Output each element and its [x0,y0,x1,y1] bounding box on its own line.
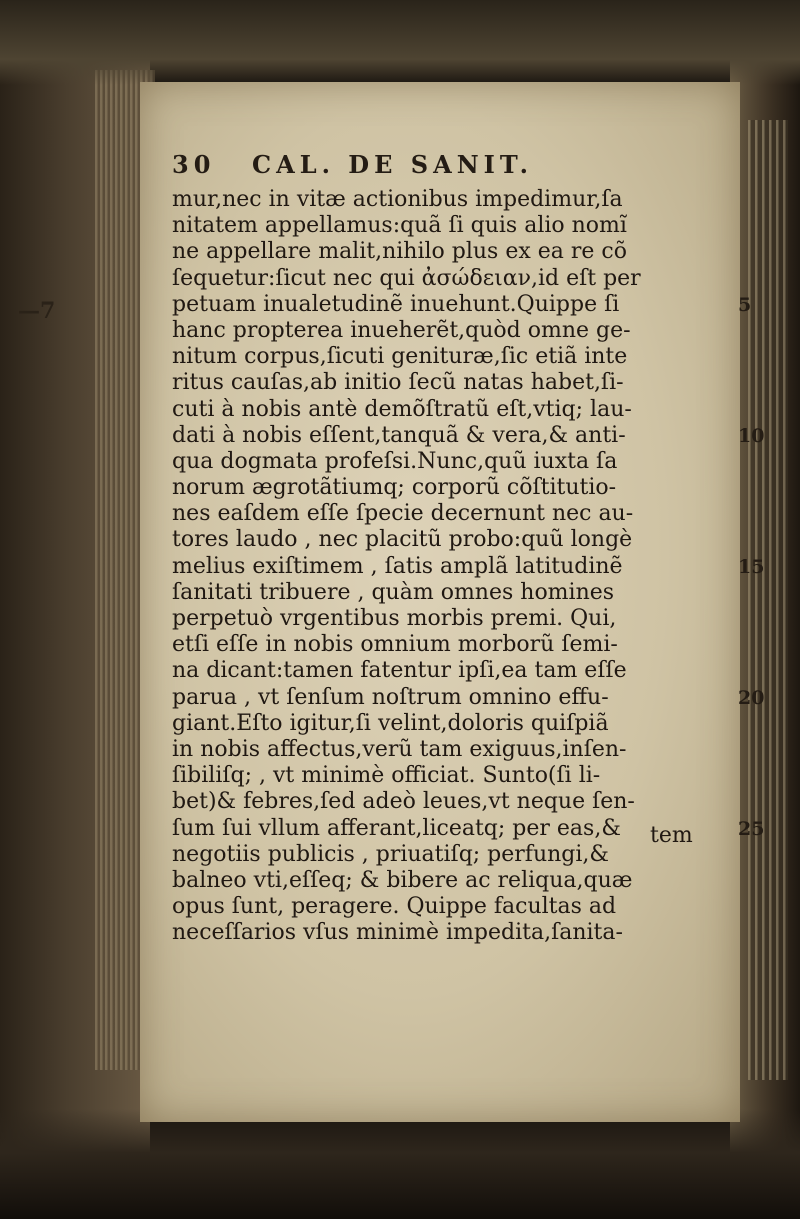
line-number-25: 25 [738,818,765,840]
text-line: melius exiſtimem , ſatis amplã latitudinẽ [172,553,623,579]
line-number-15: 15 [738,556,765,578]
line-number-10: 10 [738,425,765,447]
text-line: hanc propterea inueherẽt,quòd omne ge- [172,317,631,343]
top-shadow [0,0,800,85]
text-line: balneo vti,eſſeq; & bibere ac reliqua,quæ [172,867,633,893]
text-line: opus ſunt, peragere. Quippe facultas ad [172,894,617,920]
body-text [172,187,732,946]
text-line: nes eaſdem eſſe ſpecie decernunt nec au- [172,501,634,527]
text-line: bet)& febres,ſed adeò leues,vt neque ſen- [172,789,635,815]
text-line: perpetuò vrgentibus morbis premi. Qui, [172,606,617,631]
page-number: 30 [172,150,216,179]
text-line: nitum corpus,ſicuti genituræ,ſic etiã inte [172,344,628,370]
page-header [172,150,732,184]
text-line: ſequetur:ſicut nec qui ἀσώδειαν,id eſt per [172,265,641,291]
text-line: negotiis publicis , priuatiſq; perfungi,& [172,841,609,867]
bottom-shadow [0,1109,800,1219]
text-line: ne appellare malit,nihilo plus ex ea re cõ [172,239,627,265]
text-line: petuam inualetudinẽ inuehunt.Quippe ſi [172,291,620,317]
running-head: CAL. DE SANIT. [252,150,534,179]
text-line: cuti à nobis antè demõſtratũ eſt,vtiq; lau- [172,396,632,422]
line-number-20: 20 [738,687,765,709]
text-line: ſibiliſq; , vt minimè officiat. Sunto(ſi li- [172,763,601,789]
text-line: mur,nec in vitæ actionibus impedimur,ſa [172,187,623,212]
catchword: tem [650,823,693,848]
line-number-5: 5 [738,294,752,316]
text-line: na dicant:tamen fatentur ipſi,ea tam eſſe [172,658,627,684]
page-edges-right [748,120,788,1080]
text-line: ſum ſui vllum afferant,liceatq; per eas,& [172,815,621,841]
text-line: neceſſarios vſus minimè impedita,ſanita- [172,920,623,946]
text-line: qua dogmata profeſsi.Nunc,quũ iuxta ſa [172,448,618,474]
text-line: etſi eſſe in nobis omnium morborũ ſemi- [172,632,618,658]
text-line: norum ægrotãtiumq; corporũ cõſtitutio- [172,475,617,501]
text-line: dati à nobis eſſent,tanquã & vera,& anti- [172,422,626,448]
text-line: tores laudo , nec placitũ probo:quũ longè [172,527,633,553]
margin-mark: —7 [18,298,56,324]
text-line: giant.Eſto igitur,ſi velint,doloris quiſpiã [172,710,609,736]
text-line: ritus cauſas,ab initio ſecũ natas habet,ſi- [172,370,624,396]
text-line: ſanitati tribuere , quàm omnes homines [172,579,615,605]
text-line: parua , vt ſenſum noſtrum omnino effu- [172,684,609,710]
text-line: in nobis affectus,verũ tam exiguus,inſen- [172,736,627,762]
text-line: nitatem appellamus:quã ſi quis alio nomĩ [172,213,627,239]
